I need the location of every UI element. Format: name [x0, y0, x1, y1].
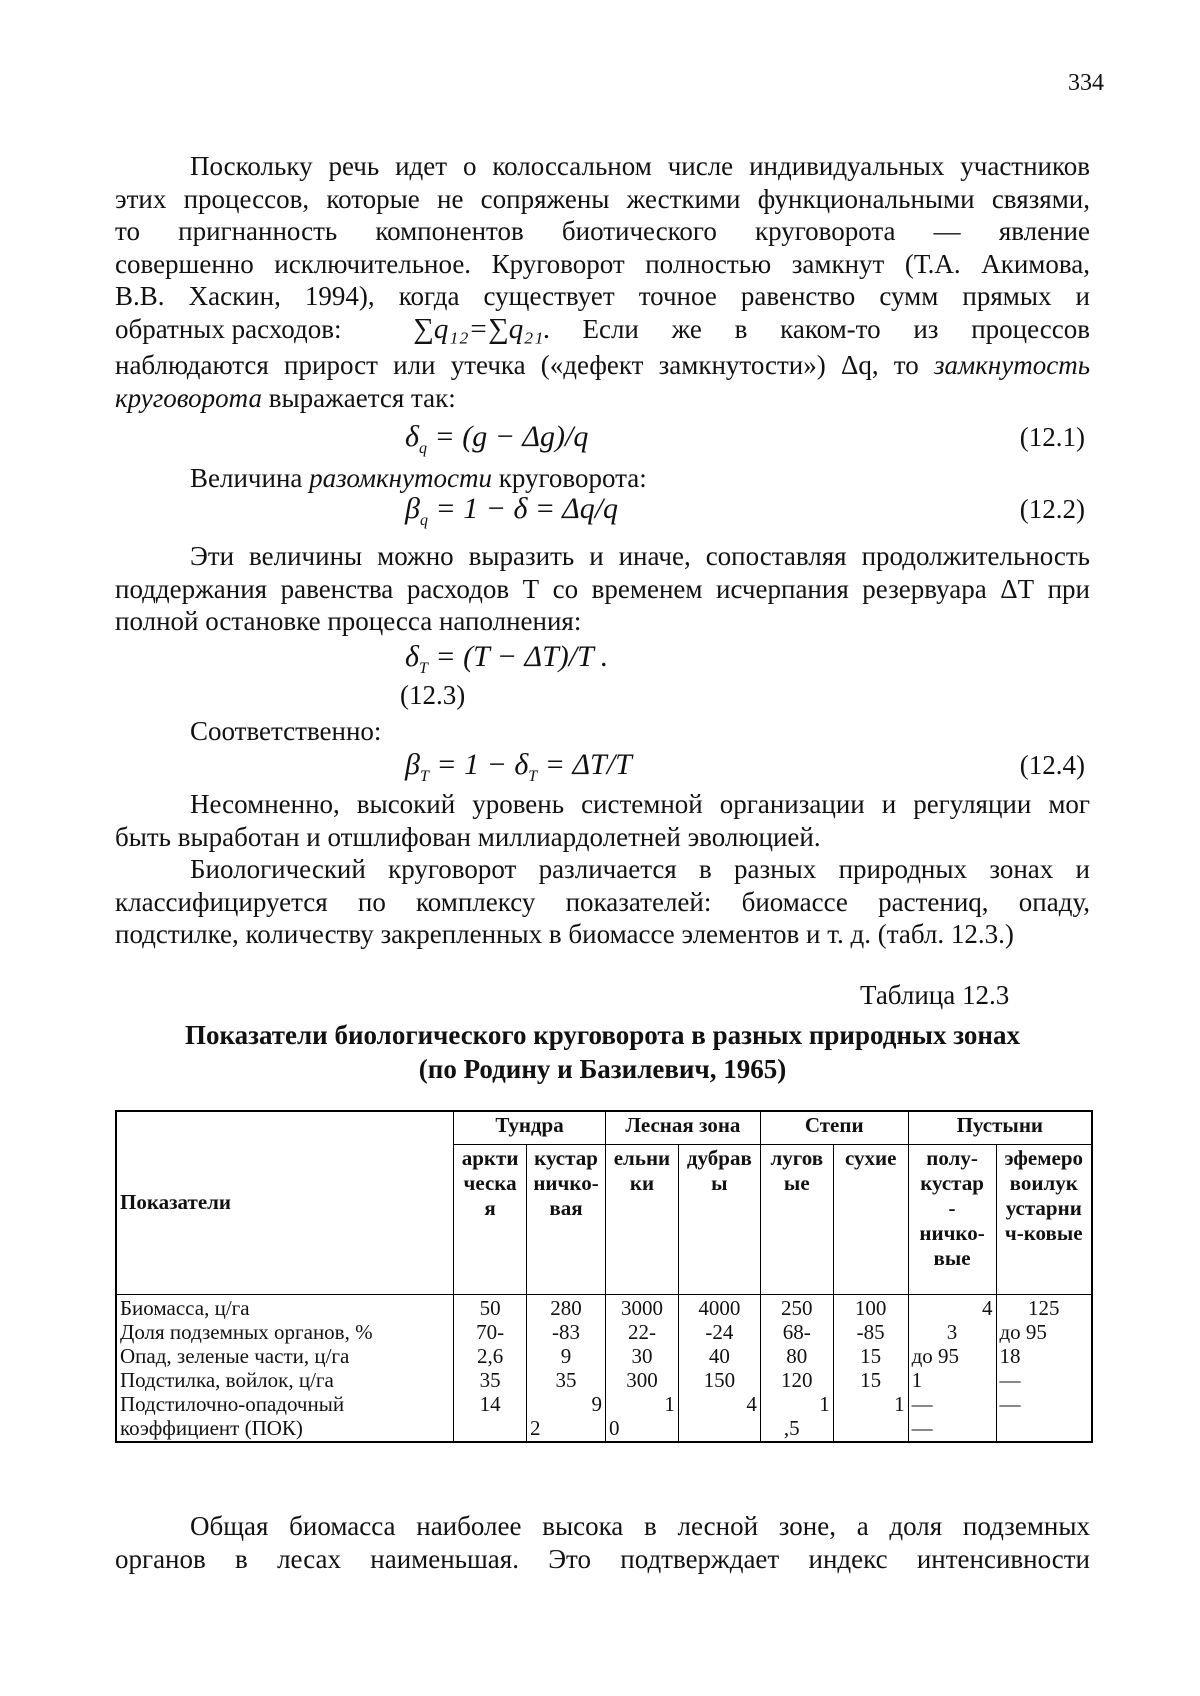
group-header-steppe: Степи	[760, 1111, 908, 1144]
text-fragment: Величина	[190, 463, 303, 493]
text-line: поддержания равенства расходов Т со временем исчерпания резервуара ΔТ при	[115, 573, 1090, 604]
text-line: то пригнанность компонентов биотического круговорота — явление	[115, 216, 1090, 246]
row-labels: Биомасса, ц/га Доля подземных органов, % Опад, зеленые части, ц/га Подстилка, войлок, ц/га Подстилочно-опадочный коэффициент (ПОК)	[116, 1294, 454, 1442]
text-line: быть выработан и отшлифован миллиардолетней эволюцией.	[115, 821, 821, 852]
text-line	[115, 382, 1090, 415]
text-fragment: выражается так:	[268, 382, 456, 413]
group-header-tundra: Тундра	[454, 1111, 606, 1144]
text-line: полной остановке процесса наполнения:	[115, 606, 582, 636]
paragraph-2	[115, 462, 1090, 495]
paragraph-5	[115, 788, 1090, 853]
text-line	[115, 349, 1090, 382]
subheader: сухие	[833, 1144, 908, 1294]
text-line: органов в лесах наименьшая. Это подтверждает индекс интенсивности	[115, 1543, 1090, 1574]
column-oak: 4000 -24 40 150 4	[678, 1294, 760, 1442]
paragraph-4: Соответственно:	[190, 716, 382, 746]
formula-number: (12.1)	[1019, 422, 1085, 452]
text-fragment: наблюдаются прирост или утечка («дефект замкнутости») Δq, то	[115, 350, 919, 380]
table-title: Показатели биологического круговорота в разных природных зонах	[184, 1020, 1020, 1050]
column-arctic: 50 70- 2,6 35 14	[454, 1294, 527, 1442]
group-header-forest: Лесная зона	[605, 1111, 760, 1144]
formula-12-4: $\beta_T = 1 - \delta_T = \Delta T/T$	[405, 748, 632, 785]
paragraph-3	[115, 540, 1090, 638]
formula-12-1: $\delta_q = (g - \Delta g)/q$	[405, 420, 589, 457]
paragraph-1	[115, 150, 1090, 414]
column-ephemeral-desert: 125 до 95 18 — —	[996, 1294, 1092, 1442]
column-spruce: 3000 22- 30 300 1 0	[605, 1294, 678, 1442]
subheader: полу- кустар - ничко- вые	[908, 1144, 996, 1294]
text-line: Поскольку речь идет о колоссальном числе индивидуальных участников	[190, 151, 1090, 181]
column-semishrub-desert: 4 3 до 95 1 — —	[908, 1294, 996, 1442]
formula-12-2: $\beta_q = 1 - \delta = \Delta q/q$	[405, 492, 619, 529]
text-line: В.В. Хаскин, 1994), когда существует точное равенство сумм прямых и	[115, 281, 1090, 311]
text-line: Общая биомасса наиболее высока в лесной зоне, а доля подземных	[190, 1511, 1090, 1541]
paragraph-7	[115, 1510, 1090, 1575]
text-fragment: круговорота:	[498, 463, 647, 493]
text-fragment: обратных расходов:	[115, 313, 342, 344]
text-fragment-italic: разомкнутости	[309, 463, 493, 493]
text-line: совершенно исключительное. Круговорот полностью замкнут (Т.А. Акимова,	[115, 248, 1090, 279]
sum-formula: ∑q₁₂=∑q₂₁.	[413, 312, 551, 345]
text-line: Эти величины можно выразить и иначе, сопоставляя продолжительность	[190, 541, 1090, 571]
text-line: Несомненно, высокий уровень системной организации и регуляции мог	[190, 789, 1090, 819]
paragraph-6	[115, 853, 1090, 951]
subheader: лугов ые	[760, 1144, 833, 1294]
table-subtitle: (по Родину и Базилевич, 1965)	[418, 1054, 787, 1084]
subheader: эфемеро воилук устарни ч-ковые	[996, 1144, 1092, 1294]
text-fragment-italic: замкнутость	[933, 350, 1090, 380]
text-fragment-italic: круговорота	[115, 382, 262, 413]
group-header-desert: Пустыни	[908, 1111, 1092, 1144]
formula-number: (12.4)	[1019, 750, 1085, 780]
header-indicators: Показатели	[116, 1111, 454, 1294]
subheader: аркти ческа я	[454, 1144, 527, 1294]
text-line: подстилке, количеству закрепленных в биомассе элементов и т. д. (табл. 12.3.)	[115, 919, 1014, 949]
column-dry-steppe: 100 -85 15 15 1	[833, 1294, 908, 1442]
indicators-table	[115, 1110, 1093, 1443]
subheader: ельни ки	[605, 1144, 678, 1294]
column-meadow-steppe: 250 68- 80 120 1 ,5	[760, 1294, 833, 1442]
table-label: Таблица 12.3	[860, 980, 1010, 1010]
text-line: Биологический круговорот различается в разных природных зонах и	[190, 854, 1090, 884]
text-fragment: Если же в каком-то из процессов	[582, 313, 1090, 344]
text-line: этих процессов, которые не сопряжены жесткими функциональными связями,	[115, 183, 1090, 214]
formula-12-3: $\delta_T = (T - \Delta T)/T$ .	[405, 640, 609, 677]
column-shrub-tundra: 280 -83 9 35 9 2	[527, 1294, 606, 1442]
formula-number: (12.3)	[400, 680, 466, 710]
text-line: классифицируется по комплексу показателей: биомассе растениq, опаду,	[115, 886, 1090, 917]
text-line	[115, 313, 1090, 346]
subheader: дубрав ы	[678, 1144, 760, 1294]
page-number: 334	[1068, 70, 1104, 96]
subheader: кустар ничко- вая	[527, 1144, 606, 1294]
formula-number: (12.2)	[1019, 494, 1085, 524]
text-line	[115, 462, 1090, 495]
